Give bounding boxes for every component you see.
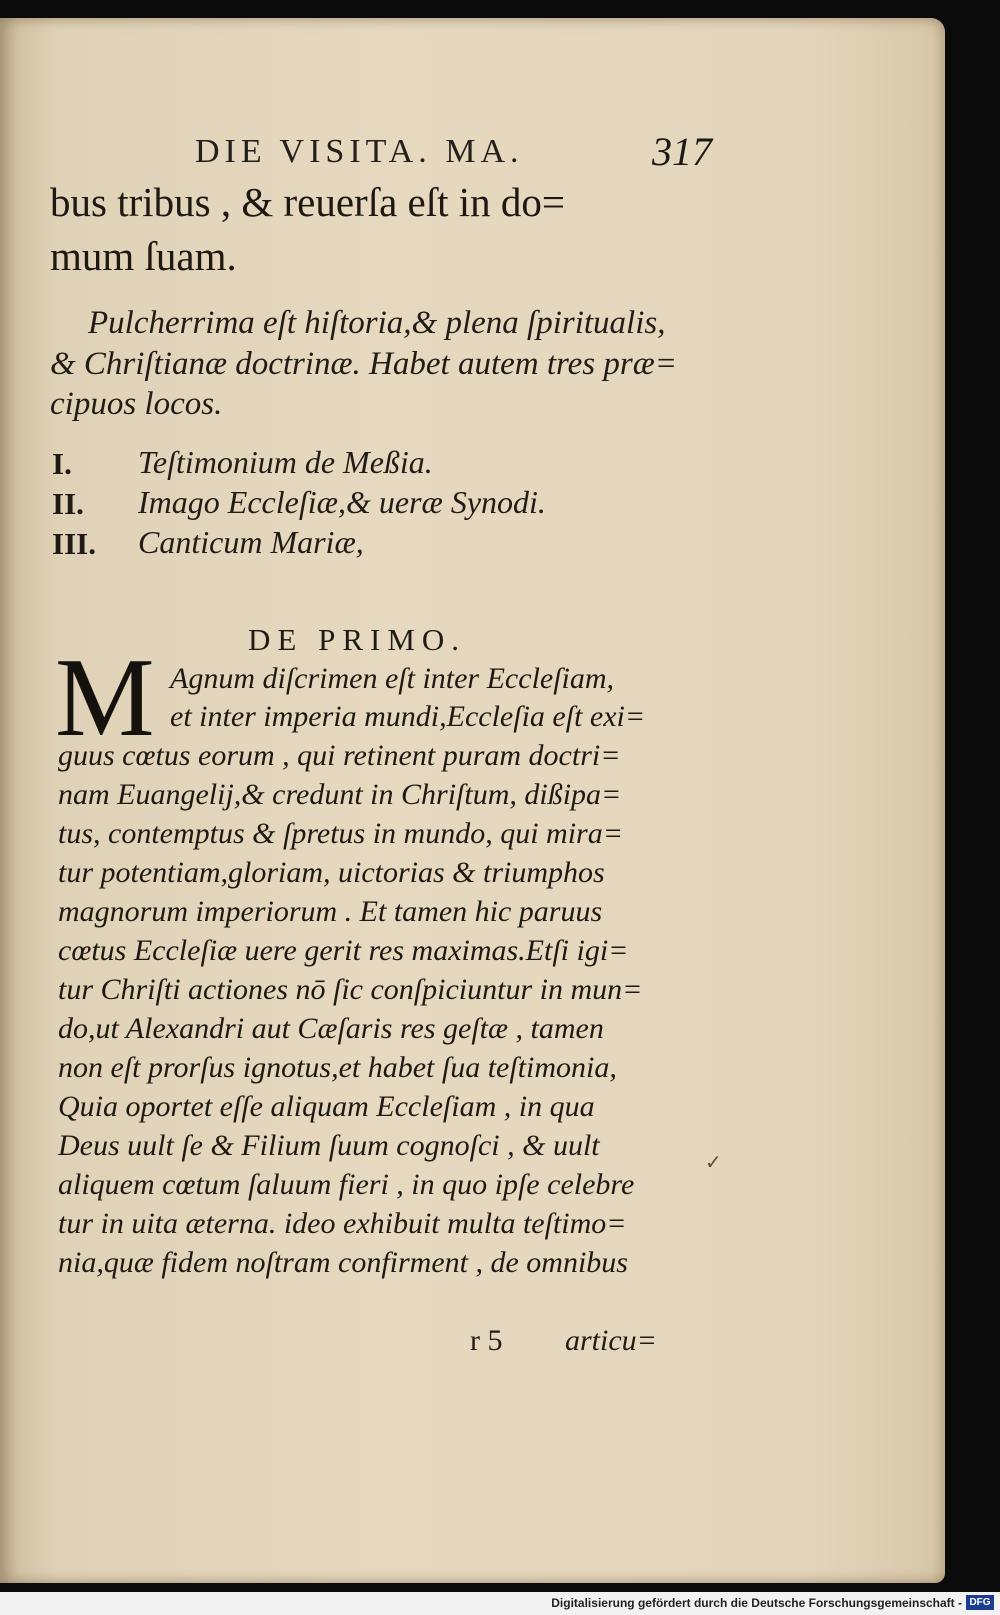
dfg-logo: DFG	[966, 1595, 994, 1610]
locus-number-1: I.	[52, 446, 72, 481]
locus-text-1: Teſtimonium de Meßia.	[138, 444, 433, 480]
paragraph-line-15: tur in uita æterna. ideo exhibuit multa teſtimo=	[58, 1207, 627, 1240]
intro-line-3: cipuos locos.	[50, 386, 223, 422]
paragraph-line-13: Deus uult ſe & Filium ſuum cognoſci , & uult	[58, 1129, 600, 1162]
paragraph-line-5: tus, contemptus & ſpretus in mundo, qui mira=	[58, 817, 623, 850]
intro-line-1: Pulcherrima eſt hiſtoria,& plena ſpiritualis,	[88, 305, 666, 341]
paragraph-line-11: non eſt prorſus ignotus,et habet ſua teſtimonia,	[58, 1051, 617, 1084]
signature-mark: r 5	[470, 1324, 503, 1357]
paragraph-line-12: Quia oportet eſſe aliquam Eccleſiam , in qua	[58, 1090, 595, 1123]
paragraph-line-9: tur Chriſti actiones nō ſic conſpiciuntur in mun=	[58, 973, 643, 1006]
page-number: 317	[652, 129, 712, 174]
running-head: DIE VISITA. MA.	[195, 133, 524, 170]
marginal-mark-icon: ✓	[705, 1152, 722, 1174]
paragraph-line-10: do,ut Alexandri aut Cæſaris res geſtæ , tamen	[58, 1012, 604, 1045]
section-heading: DE PRIMO.	[248, 622, 467, 657]
drop-capital: M	[55, 636, 155, 760]
paragraph-line-8: cœtus Eccleſiæ uere gerit res maximas.Etſi igi=	[58, 934, 629, 967]
paragraph-line-14: aliquem cœtum ſaluum fieri , in quo ipſe celebre	[58, 1168, 635, 1201]
intro-line-2: & Chriſtianæ doctrinæ. Habet autem tres præ=	[50, 346, 677, 382]
locus-number-3: III.	[52, 526, 96, 561]
catchword: articu=	[565, 1324, 657, 1357]
paragraph-line-3: guus cœtus eorum , qui retinent puram doctri=	[58, 739, 621, 772]
locus-text-2: Imago Eccleſiæ,& ueræ Synodi.	[138, 484, 546, 520]
paragraph-line-16: nia,quæ fidem noſtram confirment , de omnibus	[58, 1246, 628, 1279]
credit-text: Digitalisierung gefördert durch die Deutsche Forschungsgemeinschaft -	[551, 1596, 962, 1610]
opening-line-1: bus tribus , & reuerſa eſt in do=	[50, 179, 566, 225]
locus-number-2: II.	[52, 486, 84, 521]
paragraph-line-1: Agnum diſcrimen eſt inter Eccleſiam,	[170, 662, 615, 695]
paragraph-line-4: nam Euangelij,& credunt in Chriſtum, dißipa=	[58, 778, 622, 811]
locus-text-3: Canticum Mariæ,	[138, 524, 364, 560]
paragraph-line-7: magnorum imperiorum . Et tamen hic paruus	[58, 895, 603, 928]
digitization-credit-bar	[0, 1592, 1000, 1615]
paragraph-line-2: et inter imperia mundi,Eccleſia eſt exi=	[170, 700, 646, 733]
opening-line-2: mum ſuam.	[50, 233, 237, 279]
paragraph-line-6: tur potentiam,gloriam, uictorias & triumphos	[58, 856, 605, 889]
